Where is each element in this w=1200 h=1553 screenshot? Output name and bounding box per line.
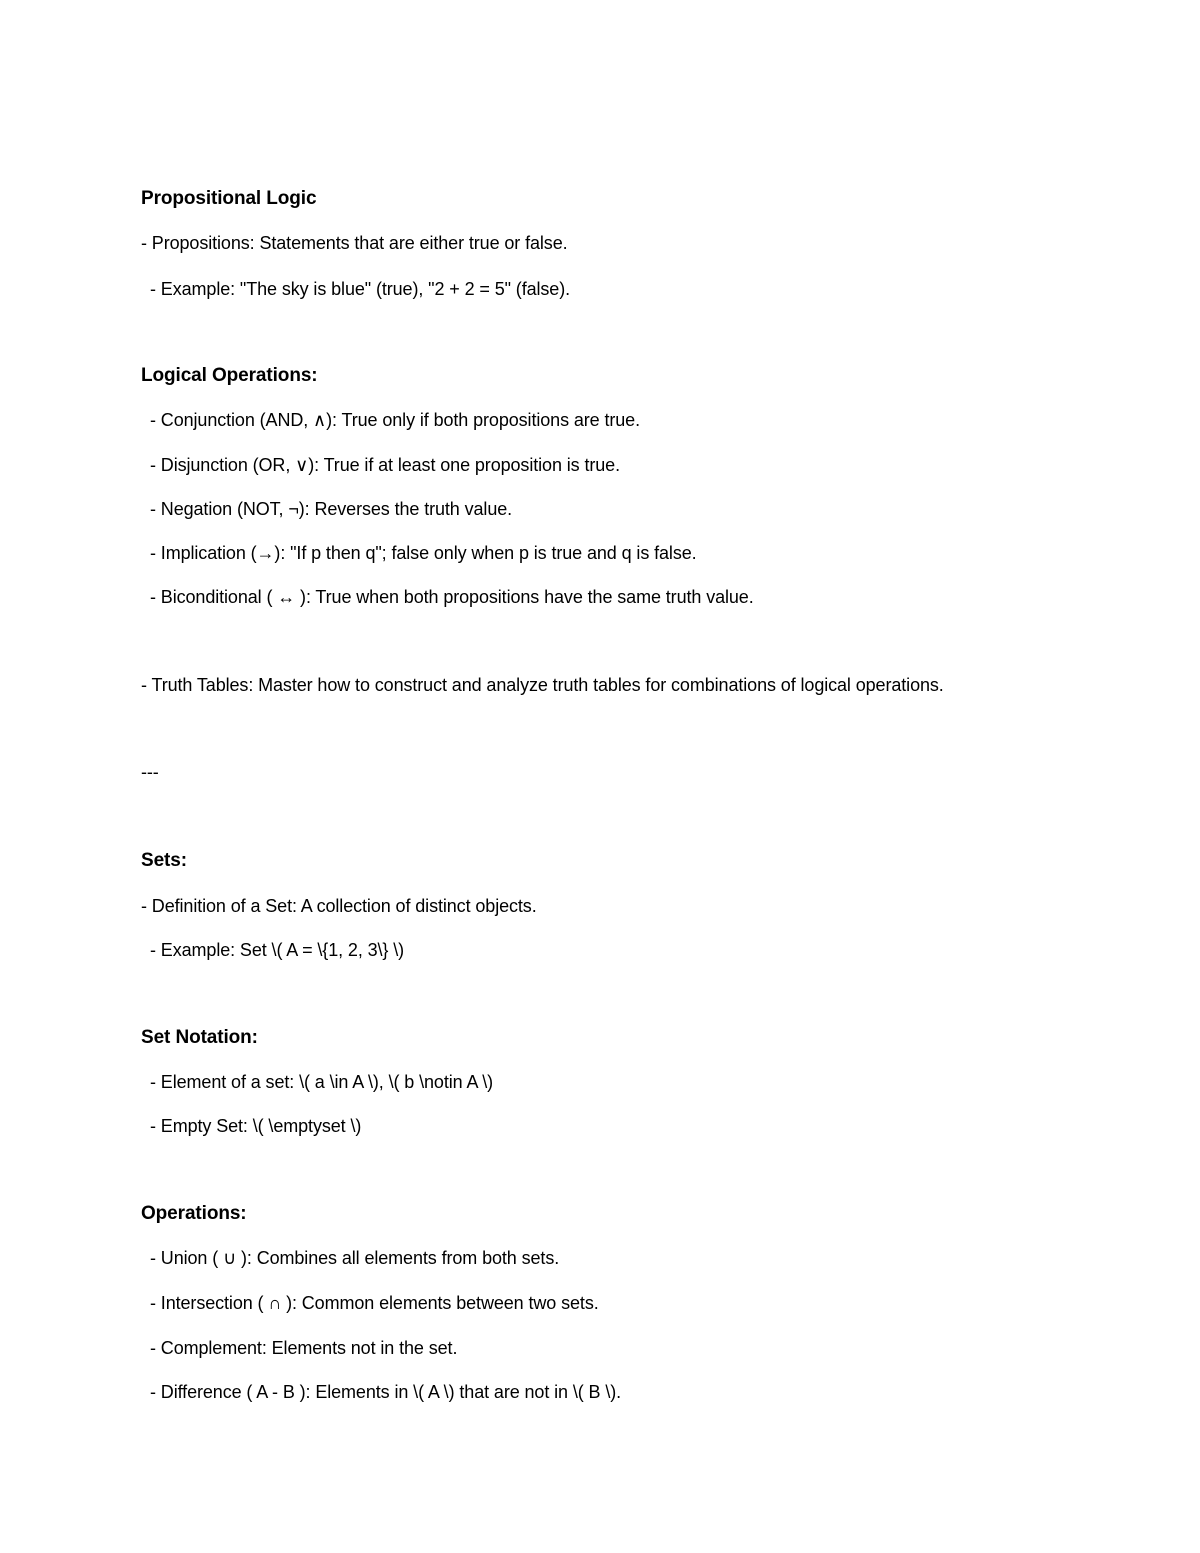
complement-item: - Complement: Elements not in the set. [150,1338,458,1358]
heading-logical-operations: Logical Operations: [141,365,318,386]
conjunction-item: - Conjunction (AND, ∧): True only if both propositions are true. [150,410,640,430]
biconditional-item: - Biconditional ( ↔ ): True when both propositions have the same truth value. [150,587,754,607]
difference-item: - Difference ( A - B ): Elements in \( A \) that are not in \( B \). [150,1382,622,1402]
element-of-set-item: - Element of a set: \( a \in A \), \( b \notin A \) [150,1072,494,1092]
truth-tables-item: - Truth Tables: Master how to construct and analyze truth tables for combinations of logical operations. [141,675,944,695]
heading-set-notation: Set Notation: [141,1027,258,1048]
heading-operations: Operations: [141,1203,247,1224]
section-separator: --- [141,762,159,782]
implication-item: - Implication (→): "If p then q"; false only when p is true and q is false. [150,543,697,563]
propositions-example: - Example: "The sky is blue" (true), "2 + 2 = 5" (false). [150,279,571,299]
empty-set-item: - Empty Set: \( \emptyset \) [150,1116,362,1136]
union-item: - Union ( ∪ ): Combines all elements from both sets. [150,1248,560,1268]
disjunction-item: - Disjunction (OR, ∨): True if at least one proposition is true. [150,455,620,475]
propositions-definition: - Propositions: Statements that are either true or false. [141,233,568,253]
set-example: - Example: Set \( A = \{1, 2, 3\} \) [150,940,405,960]
intersection-item: - Intersection ( ∩ ): Common elements between two sets. [150,1293,599,1313]
heading-propositional-logic: Propositional Logic [141,188,317,209]
negation-item: - Negation (NOT, ¬): Reverses the truth value. [150,499,513,519]
set-definition: - Definition of a Set: A collection of distinct objects. [141,896,537,916]
heading-sets: Sets: [141,850,187,871]
